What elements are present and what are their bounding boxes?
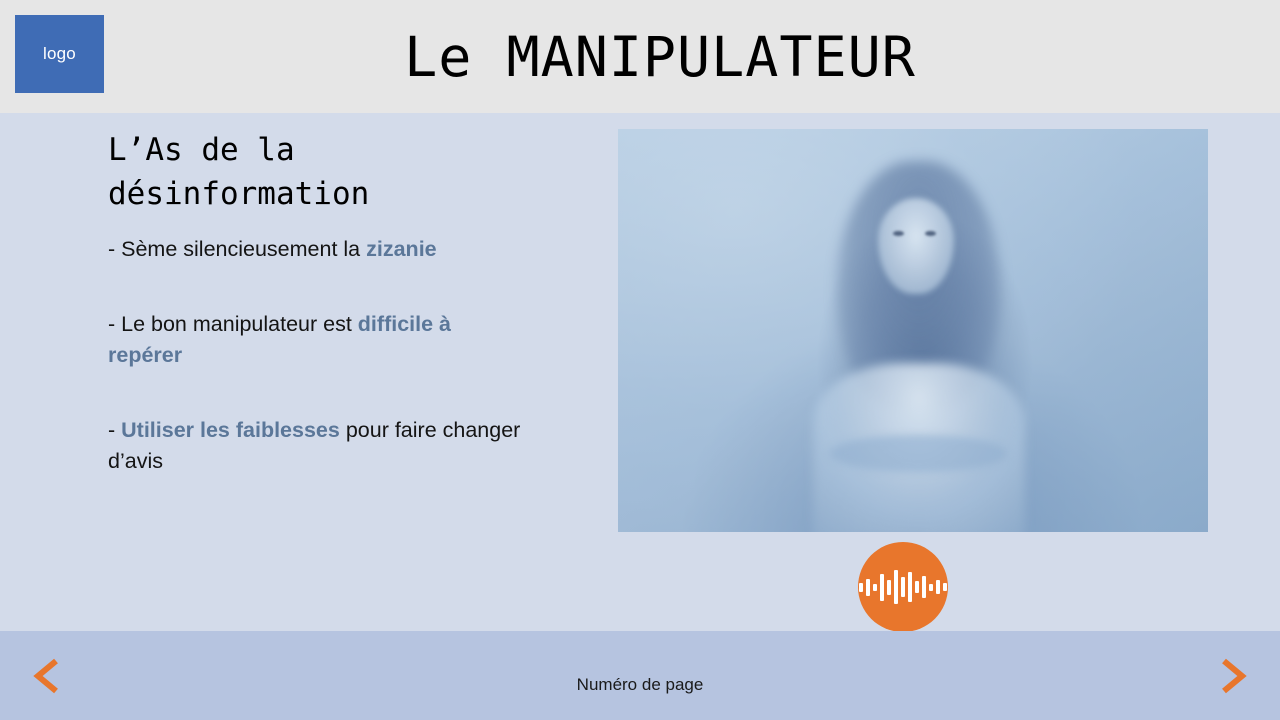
text-column (108, 128, 528, 477)
photo-woman-blue (618, 129, 1208, 532)
photo-face-shape (878, 198, 955, 295)
photo-eye-left (893, 231, 904, 236)
bullet-text-pre: - (108, 418, 122, 442)
bullet-text-highlight: difficile à repérer (108, 312, 451, 367)
audio-play-button[interactable] (858, 542, 948, 632)
slide-body (0, 113, 1280, 631)
bullet-text-pre: - Le bon manipulateur est (108, 312, 358, 336)
section-subtitle: L’As de la désinformation (108, 132, 370, 212)
page-number-placeholder: Numéro de page (576, 675, 704, 694)
slide-image (618, 129, 1208, 532)
page-title: Le MANIPULATEUR (404, 25, 916, 89)
bullet-item (108, 234, 528, 265)
photo-eye-right (925, 231, 936, 236)
logo-label: logo (43, 44, 76, 63)
photo-arms-shape (830, 435, 1007, 471)
slide-header (0, 0, 1280, 113)
bullet-item (108, 415, 528, 477)
bullet-text-pre: - Sème silencieusement la (108, 237, 367, 261)
bullet-item (108, 309, 528, 371)
bullet-text-post: pour faire changer d’avis (108, 418, 521, 473)
bullet-text-highlight: zizanie (366, 237, 437, 261)
bullet-text-highlight: Utiliser les faiblesses (121, 418, 340, 442)
logo-placeholder (15, 15, 104, 93)
slide-footer (0, 631, 1280, 720)
audio-waveform-icon (859, 567, 947, 607)
next-slide-button[interactable] (1210, 655, 1252, 697)
